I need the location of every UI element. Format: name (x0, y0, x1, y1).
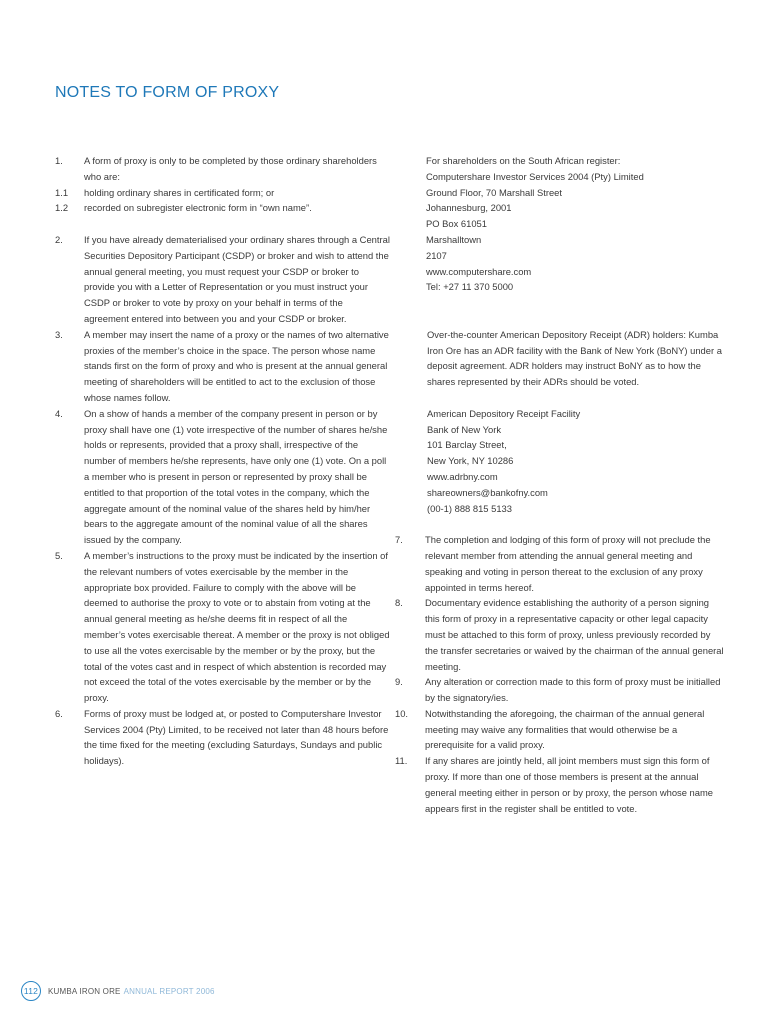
note-1 (55, 153, 390, 185)
note-text: A member may insert the name of a proxy or the names of two alternative proxies of the member’s choice in the space. The person whose name stands first on the form of proxy and who is present at the annual general meeting of shareholders will be entitled to act to the exclusion of those whose names follow. (84, 328, 389, 403)
note-text: A form of proxy is only to be completed by those ordinary shareholders who are: (84, 155, 377, 182)
note-number: 3. (55, 328, 63, 340)
note-11 (395, 753, 725, 816)
note-text: On a show of hands a member of the company present in person or by proxy shall have one (1) vote irrespective of the number of shares he/she holds or represents, provided that a proxy shall, irrespective of the number of members he/she represents, have only one (1) vote. On a poll a member who is present in person or represented by proxy shall be entitled to that proportion of the total votes in the company, which the aggregate amount of the nominal value of the shares held by him/her bears to the aggregate amount of the nominal value of all the shares issued by the company. (84, 407, 388, 546)
note-text: If you have already dematerialised your ordinary shares through a Central Securities Depository Participant (CSDP) or broker and wish to attend the annual general meeting, you must request your CSDP or broker to provide you with a Letter of Representation or you must instruct your CSDP or broker to vote by proxy on your behalf in terms of the agreement entered into between you and your CSDP or broker. (84, 233, 390, 324)
phone-number: (00-1) 888 815 5133 (427, 502, 512, 514)
note-2 (55, 232, 390, 327)
website-link: www.computershare.com (426, 265, 532, 277)
note-number: 1.1 (55, 186, 69, 198)
note-9 (395, 674, 725, 706)
note-number: 11. (395, 755, 408, 767)
note-text: The completion and lodging of this form of proxy will not preclude the relevant member from attending the annual general meeting and speaking and voting in person thereat to the exclusion of any proxy appointed in terms hereof. (425, 534, 711, 593)
note-text: holding ordinary shares in certificated form; or (84, 186, 275, 198)
footer-report-title: ANNUAL REPORT 2006 (123, 986, 215, 996)
note-number: 4. (55, 407, 63, 419)
address-line: American Depository Receipt Facility (427, 407, 581, 419)
address-line: New York, NY 10286 (427, 455, 514, 467)
page-title: NOTES TO FORM OF PROXY (55, 84, 280, 101)
note-number: 9. (395, 676, 403, 688)
note-text: If any shares are jointly held, all joint members must sign this form of proxy. If more than one of those members is present at the annual general meeting either in person or by proxy, the person whose name appears first in the register shall be entitled to vote. (425, 755, 714, 814)
note-10 (395, 706, 725, 753)
note-6 (55, 706, 390, 769)
page-footer (21, 980, 215, 1002)
address-line: Ground Floor, 70 Marshall Street (426, 186, 563, 198)
left-column (55, 153, 390, 769)
address-line: Johannesburg, 2001 (426, 202, 512, 214)
address-line: 2107 (426, 249, 447, 261)
note-text: Forms of proxy must be lodged at, or posted to Computershare Investor Services 2004 (Pty) Limited, to be received not later than 48 hours before the time fixed for the meeting (excluding Saturdays, Sundays and public holidays). (84, 707, 389, 767)
note-text: recorded on subregister electronic form in “own name”. (84, 202, 312, 214)
page-number-badge: 112 (21, 981, 41, 1001)
note-1-2 (55, 200, 390, 216)
note-number: 2. (55, 233, 63, 245)
right-column (395, 153, 725, 816)
note-text: A member’s instructions to the proxy must be indicated by the insertion of the relevant numbers of votes exercisable by the member in the appropriate box provided. Failure to comply with the above will be deemed to authorise the proxy to vote or to abstain from voting at the annual general meeting as he/she deems fit in respect of all the member’s votes exercisable thereat. A member or the proxy is not obliged to use all the votes exercisable by the member or by the proxy, but the total of the votes cast and in respect of which abstention is recorded may not exceed the total of the votes exercisable by the member or by the proxy. (84, 549, 390, 704)
note-number: 1. (55, 155, 63, 166)
note-number: 1.2 (55, 202, 69, 214)
address-line: Bank of New York (427, 423, 502, 435)
address-line: PO Box 61051 (426, 218, 487, 230)
note-text: Any alteration or correction made to this form of proxy must be initialled by the signatory/ies. (425, 676, 721, 704)
footer-brand: KUMBA IRON ORE (48, 986, 121, 996)
note-7 (395, 532, 725, 595)
website-link: www.adrbny.com (427, 470, 498, 482)
note-5 (55, 548, 390, 706)
address-line: Computershare Investor Services 2004 (Pty) Limited (426, 170, 644, 182)
note-1-1 (55, 185, 390, 201)
note-8 (395, 595, 725, 674)
adr-facility-address (395, 406, 725, 517)
note-number: 10. (395, 707, 409, 719)
address-line: 101 Barclay Street, (427, 439, 507, 451)
adr-paragraph: Over-the-counter American Depository Receipt (ADR) holders: Kumba Iron Ore has an ADR facility with the Bank of New York (BoNY) under a deposit agreement. ADR holders may instruct BoNY as to how the shares represented by their ADRs should be voted. (427, 328, 722, 388)
note-4 (55, 406, 390, 548)
note-text: Documentary evidence establishing the authority of a person signing this form of proxy in a representative capacity or other legal capacity must be attached to this form of proxy, unless previously recorded by the transfer secretaries or waived by the chairman of the annual general meeting. (425, 597, 724, 672)
email-address: shareowners@bankofny.com (427, 486, 548, 498)
note-number: 5. (55, 549, 63, 561)
note-number: 8. (395, 597, 403, 609)
note-number: 6. (55, 707, 63, 719)
note-text: Notwithstanding the aforegoing, the chairman of the annual general meeting may waive any formalities that would otherwise be a prerequisite for a valid proxy. (425, 707, 705, 751)
note-number: 7. (395, 534, 403, 546)
address-line: For shareholders on the South African register: (426, 155, 621, 166)
phone-number: Tel: +27 11 370 5000 (426, 281, 514, 293)
note-3 (55, 327, 390, 406)
address-line: Marshalltown (426, 233, 482, 245)
sa-register-address (395, 153, 725, 295)
